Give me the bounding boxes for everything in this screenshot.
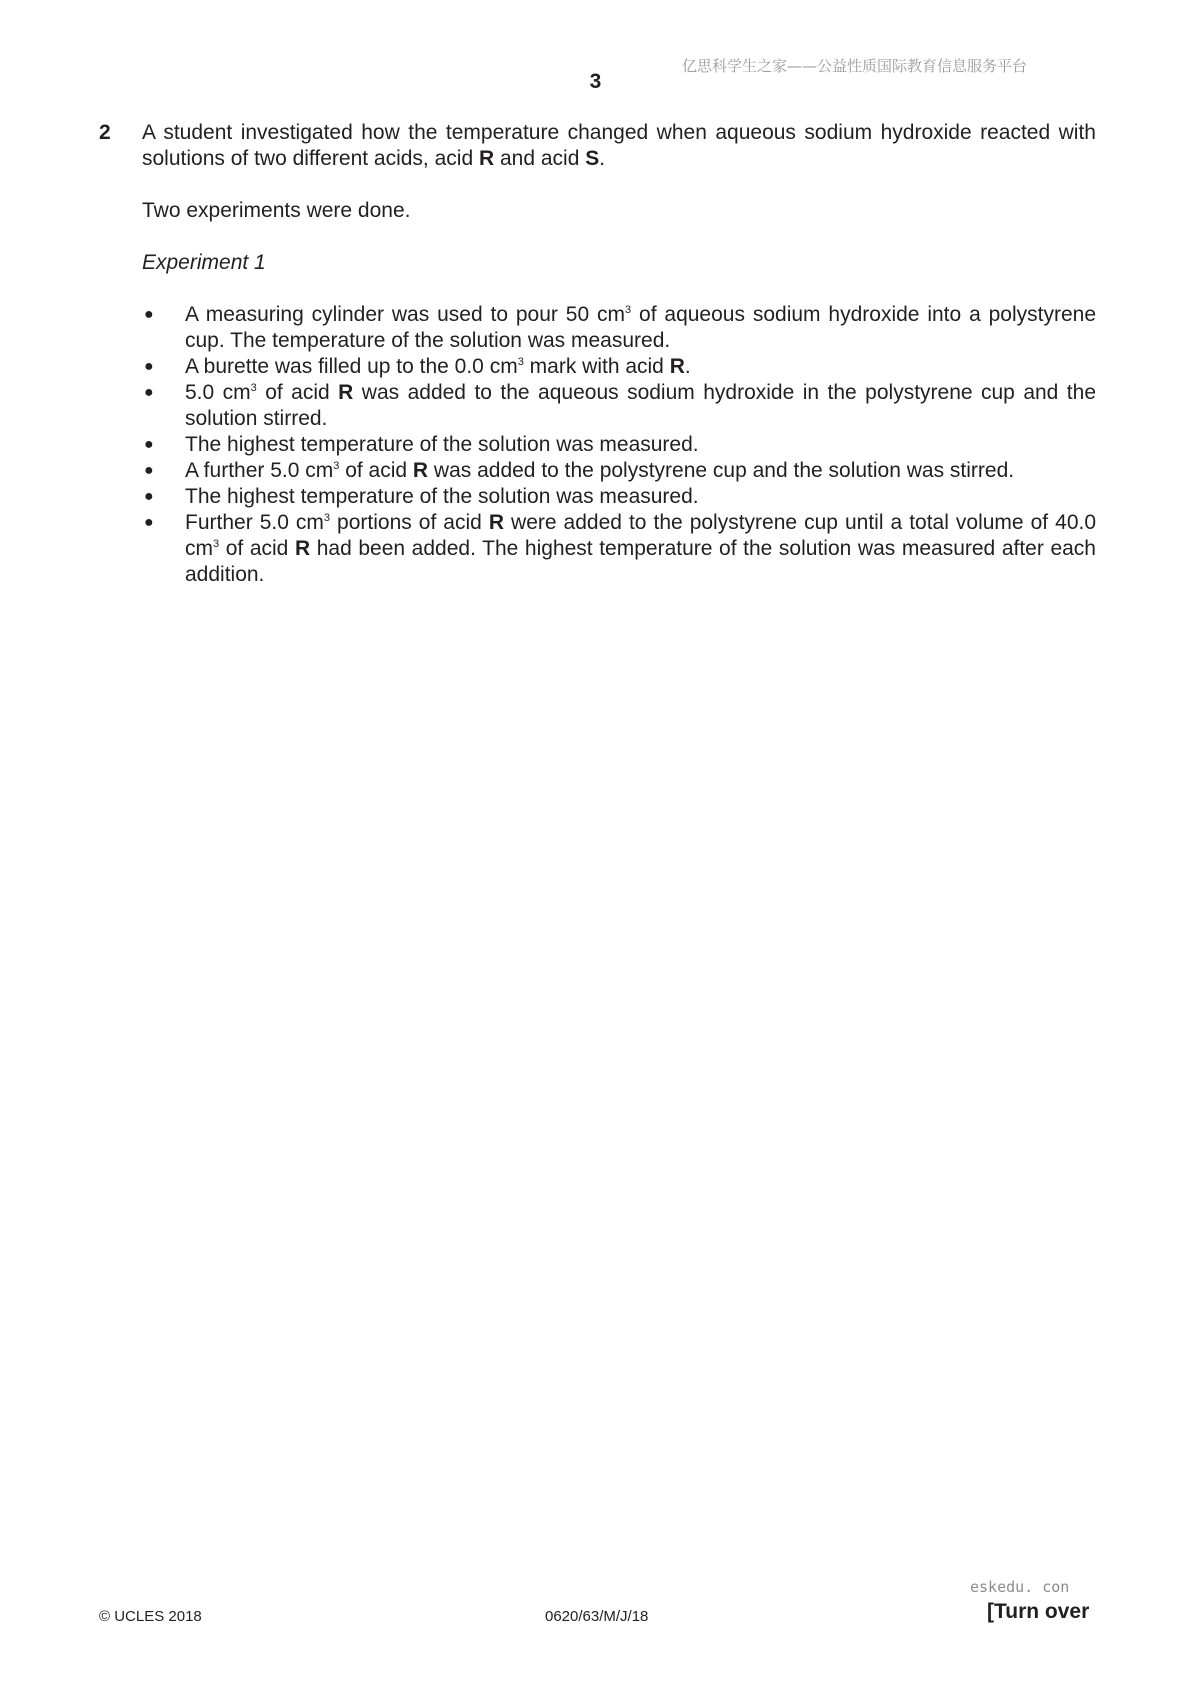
list-item: [142, 354, 1096, 380]
turn-over-label: [Turn over: [987, 1600, 1090, 1623]
experiments-note: Two experiments were done.: [142, 199, 411, 222]
step-text: of aqueous sodium hydroxide into a polystyrene cup. The temperature of the solution was measured.: [185, 303, 1097, 352]
step-text: A measuring cylinder was used to pour 50 cm: [185, 303, 626, 326]
list-item: [142, 458, 1096, 484]
list-item: [142, 380, 1096, 432]
step-text: .: [684, 355, 691, 378]
acid-r-label: R: [669, 355, 685, 378]
list-item: [142, 302, 1096, 354]
watermark-text: 亿思科学生之家——公益性质国际教育信息服务平台: [682, 57, 1028, 75]
step-text: The highest temperature of the solution was measured.: [185, 433, 699, 456]
superscript: 3: [323, 512, 331, 524]
page-number: 3: [589, 70, 602, 93]
footer-watermark: eskedu. con: [970, 1578, 1070, 1596]
intro-text-3: .: [599, 147, 606, 170]
question-intro: [142, 120, 1096, 172]
bullet-icon: ●: [144, 488, 154, 505]
acid-s-label: S: [585, 147, 600, 170]
paper-code: 0620/63/M/J/18: [545, 1608, 649, 1625]
acid-r-label: R: [488, 511, 505, 534]
acid-r-label: R: [294, 537, 311, 560]
step-text: mark with acid: [523, 355, 670, 378]
acid-r-label: R: [478, 147, 495, 170]
question-number: 2: [99, 121, 111, 144]
superscript: 3: [213, 538, 220, 550]
superscript: 3: [517, 356, 524, 368]
superscript: 3: [625, 304, 632, 316]
experiment-title: Experiment 1: [142, 251, 266, 274]
step-text: 5.0 cm: [185, 381, 251, 404]
bullet-icon: ●: [144, 358, 154, 375]
step-text: portions of acid: [330, 511, 489, 534]
intro-text-2: and acid: [494, 147, 586, 170]
experiment-steps-list: [142, 302, 1096, 588]
step-text: was added to the aqueous sodium hydroxide in the polystyrene cup and the solution stirred.: [185, 381, 1096, 430]
bullet-icon: ●: [144, 384, 154, 401]
step-text: A burette was filled up to the 0.0 cm: [185, 355, 518, 378]
step-text: of acid: [339, 459, 413, 482]
bullet-icon: ●: [144, 514, 154, 531]
bullet-icon: ●: [144, 436, 154, 453]
list-item: [142, 432, 1096, 458]
list-item: [142, 510, 1096, 588]
acid-r-label: R: [412, 459, 429, 482]
step-text: A further 5.0 cm: [185, 459, 334, 482]
step-text: had been added. The highest temperature of the solution was measured after each addition.: [185, 537, 1096, 586]
intro-text-1: A student investigated how the temperature changed when aqueous sodium hydroxide reacted with solutions of two different acids, acid: [142, 121, 1096, 170]
acid-r-label: R: [338, 381, 354, 404]
step-text: of acid: [219, 537, 295, 560]
step-text: of acid: [256, 381, 339, 404]
copyright-notice: © UCLES 2018: [99, 1608, 202, 1625]
list-item: [142, 484, 1096, 510]
bullet-icon: ●: [144, 306, 154, 323]
superscript: 3: [250, 382, 257, 394]
step-text: was added to the polystyrene cup and the solution was stirred.: [428, 459, 1015, 482]
step-text: Further 5.0 cm: [185, 511, 324, 534]
step-text: The highest temperature of the solution was measured.: [185, 485, 699, 508]
bullet-icon: ●: [144, 462, 154, 479]
question-body: [142, 120, 1096, 588]
step-text: were added to the polystyrene cup until a total volume of 40.0 cm: [185, 511, 1097, 560]
superscript: 3: [333, 460, 340, 472]
